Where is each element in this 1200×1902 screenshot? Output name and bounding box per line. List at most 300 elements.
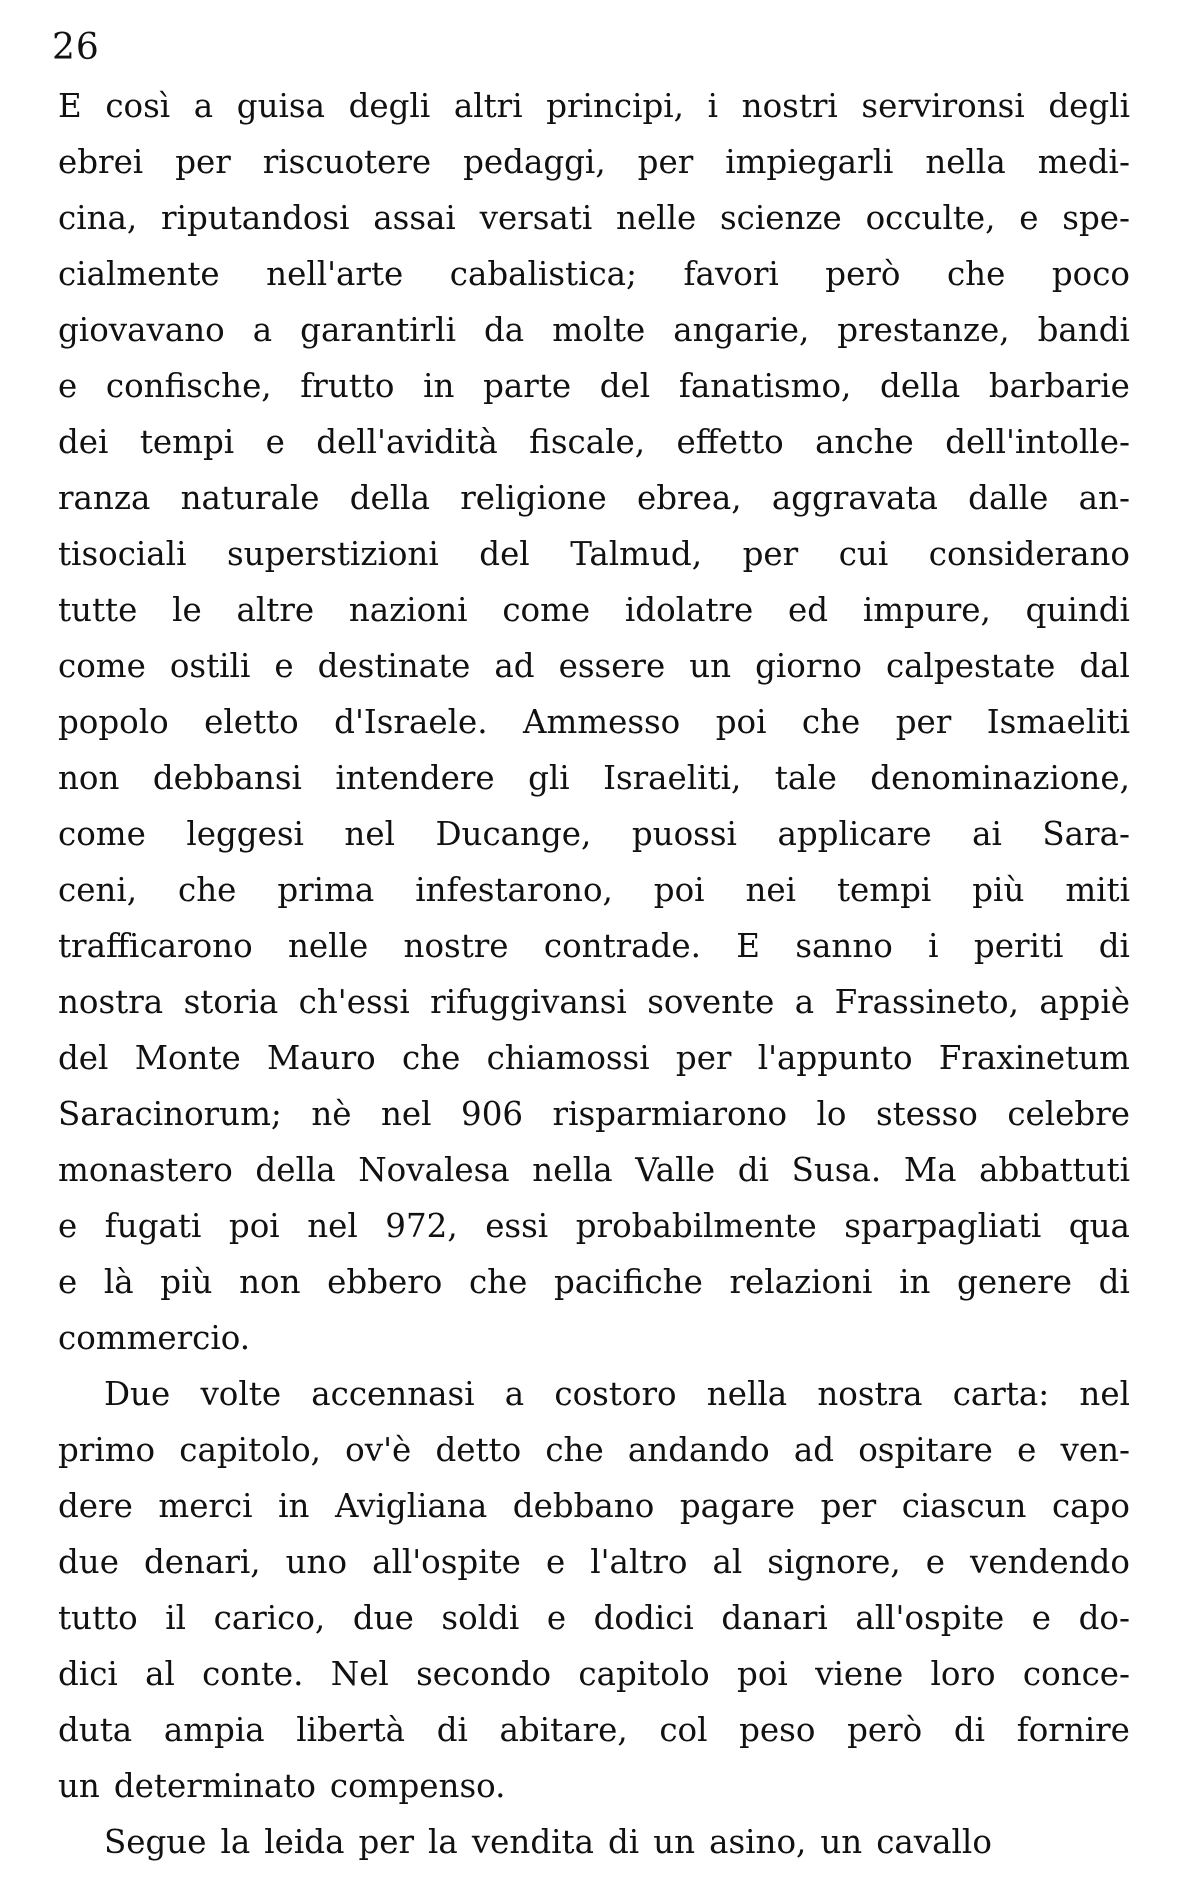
word: appiè bbox=[1039, 983, 1130, 1021]
word: popolo bbox=[58, 703, 169, 741]
word: scienze bbox=[719, 199, 842, 237]
word: che bbox=[468, 1263, 528, 1301]
text-line bbox=[58, 1590, 1130, 1646]
text-line bbox=[58, 1758, 1130, 1814]
word: nelle bbox=[287, 927, 369, 965]
word: Avigliana bbox=[335, 1487, 488, 1525]
word: riputandosi bbox=[161, 199, 350, 237]
word: ostili bbox=[169, 647, 251, 685]
word: per bbox=[675, 1039, 732, 1077]
word: aggravata bbox=[771, 479, 938, 517]
text-line bbox=[58, 134, 1130, 190]
word: detto bbox=[435, 1431, 522, 1469]
word: ranza bbox=[58, 479, 151, 517]
word: danari bbox=[721, 1599, 828, 1637]
word: effetto bbox=[676, 423, 784, 461]
text-line bbox=[58, 358, 1130, 414]
text-line bbox=[58, 638, 1130, 694]
word: leggesi bbox=[186, 815, 304, 853]
word: col bbox=[659, 1711, 708, 1749]
word: frutto bbox=[300, 367, 395, 405]
word: dere bbox=[58, 1487, 133, 1525]
word: commercio. bbox=[58, 1319, 251, 1357]
word: abitare, bbox=[499, 1711, 628, 1749]
word: al bbox=[145, 1655, 175, 1693]
word: cialmente bbox=[58, 255, 220, 293]
word: Nel bbox=[330, 1655, 389, 1693]
word: di bbox=[1098, 1263, 1130, 1301]
word: due bbox=[352, 1599, 414, 1637]
word: fanatismo, bbox=[678, 367, 852, 405]
word: come bbox=[58, 815, 146, 853]
word: periti bbox=[973, 927, 1064, 965]
word: sovente bbox=[647, 983, 775, 1021]
word: sanno bbox=[795, 927, 893, 965]
word: capitolo bbox=[578, 1655, 710, 1693]
text-line bbox=[58, 582, 1130, 638]
word: là bbox=[103, 1263, 134, 1301]
word: la bbox=[220, 1823, 251, 1861]
word: genere bbox=[957, 1263, 1073, 1301]
word: e bbox=[265, 423, 285, 461]
word: leida bbox=[264, 1823, 345, 1861]
word: debbansi bbox=[152, 759, 302, 797]
word: viene bbox=[815, 1655, 904, 1693]
word: destinate bbox=[317, 647, 471, 685]
word: dici bbox=[58, 1655, 118, 1693]
word: libertà bbox=[296, 1711, 406, 1749]
word: ebbero bbox=[327, 1263, 443, 1301]
word: superstizioni bbox=[227, 535, 439, 573]
word: tempi bbox=[837, 871, 932, 909]
word: soldi bbox=[441, 1599, 520, 1637]
word: spe- bbox=[1062, 199, 1130, 237]
word: Talmud, bbox=[570, 535, 703, 573]
word: il bbox=[165, 1599, 187, 1637]
word: essere bbox=[558, 647, 666, 685]
word: nè bbox=[311, 1095, 352, 1133]
word: di bbox=[1098, 927, 1130, 965]
word: che bbox=[801, 703, 861, 741]
word: e bbox=[274, 647, 294, 685]
word: nella bbox=[706, 1375, 788, 1413]
word: carta: bbox=[952, 1375, 1050, 1413]
text-line bbox=[58, 1478, 1130, 1534]
word: poco bbox=[1051, 255, 1130, 293]
word: capo bbox=[1051, 1487, 1130, 1525]
word: anche bbox=[815, 423, 914, 461]
word: che bbox=[545, 1431, 604, 1469]
word: volte bbox=[200, 1375, 282, 1413]
word: nel bbox=[344, 815, 395, 853]
text-line bbox=[58, 1030, 1130, 1086]
word: nostra bbox=[58, 983, 164, 1021]
word: prima bbox=[277, 871, 375, 909]
text-line bbox=[58, 1534, 1130, 1590]
word: andando bbox=[627, 1431, 770, 1469]
word: dei bbox=[58, 423, 109, 461]
word: Novalesa bbox=[358, 1151, 510, 1189]
text-line bbox=[58, 974, 1130, 1030]
text-line bbox=[58, 1254, 1130, 1310]
word: e bbox=[1017, 1431, 1037, 1469]
word: un bbox=[820, 1823, 863, 1861]
word: all'ospite bbox=[855, 1599, 1005, 1637]
word: altre bbox=[236, 591, 315, 629]
word: non bbox=[239, 1263, 301, 1301]
text-line bbox=[58, 694, 1130, 750]
word: Israeliti, bbox=[603, 759, 742, 797]
text-line bbox=[58, 1702, 1130, 1758]
word: nel bbox=[307, 1207, 358, 1245]
word: per bbox=[175, 143, 231, 181]
word: Due bbox=[104, 1375, 171, 1413]
word: dell'avidità bbox=[316, 423, 498, 461]
word: peso bbox=[739, 1711, 816, 1749]
word: in bbox=[278, 1487, 310, 1525]
word: nella bbox=[925, 143, 1006, 181]
word: quindi bbox=[1025, 591, 1130, 629]
word: 906 bbox=[461, 1095, 524, 1133]
word: tisociali bbox=[58, 535, 187, 573]
word: della bbox=[255, 1151, 336, 1189]
word: pacifiche bbox=[554, 1263, 703, 1301]
text-line bbox=[58, 806, 1130, 862]
word: e bbox=[58, 367, 78, 405]
word: e bbox=[58, 1263, 78, 1301]
word: cavallo bbox=[876, 1823, 992, 1861]
word: nazioni bbox=[348, 591, 468, 629]
word: impure, bbox=[862, 591, 991, 629]
word: an- bbox=[1078, 479, 1130, 517]
word: gli bbox=[528, 759, 570, 797]
word: nostra bbox=[817, 1375, 923, 1413]
word: Sara- bbox=[1042, 815, 1130, 853]
word: primo bbox=[58, 1431, 156, 1469]
word: poi bbox=[228, 1207, 280, 1245]
word: nella bbox=[532, 1151, 613, 1189]
word: tutto bbox=[58, 1599, 138, 1637]
word: tempi bbox=[139, 423, 235, 461]
word: a bbox=[193, 87, 214, 125]
text-line bbox=[58, 526, 1130, 582]
word: di bbox=[436, 1711, 468, 1749]
word: un bbox=[58, 1767, 100, 1805]
word: le bbox=[172, 591, 202, 629]
word: l'altro bbox=[590, 1543, 688, 1581]
paragraph bbox=[58, 78, 1130, 1366]
word: cina, bbox=[58, 199, 138, 237]
word: probabilmente bbox=[575, 1207, 817, 1245]
word: do- bbox=[1078, 1599, 1130, 1637]
word: ospitare bbox=[858, 1431, 993, 1469]
word: poi bbox=[737, 1655, 788, 1693]
word: infestarono, bbox=[415, 871, 613, 909]
word: riscuotere bbox=[262, 143, 432, 181]
word: Valle bbox=[635, 1151, 716, 1189]
word: e bbox=[546, 1599, 567, 1637]
word: considerano bbox=[928, 535, 1130, 573]
paragraph bbox=[58, 1366, 1130, 1814]
word: stesso bbox=[875, 1095, 978, 1133]
word: a bbox=[794, 983, 815, 1021]
word: non bbox=[58, 759, 120, 797]
word: angarie, bbox=[673, 311, 810, 349]
word: contrade. bbox=[543, 927, 701, 965]
word: del bbox=[58, 1039, 109, 1077]
word: miti bbox=[1065, 871, 1130, 909]
word: e bbox=[545, 1543, 566, 1581]
word: giovavano bbox=[58, 311, 225, 349]
word: e bbox=[1031, 1599, 1052, 1637]
word: duta bbox=[58, 1711, 133, 1749]
word: e bbox=[58, 1207, 78, 1245]
word: carico, bbox=[213, 1599, 326, 1637]
word: cui bbox=[838, 535, 889, 573]
word: ai bbox=[972, 815, 1002, 853]
word: calpestate bbox=[885, 647, 1056, 685]
word: relazioni bbox=[729, 1263, 873, 1301]
word: puossi bbox=[631, 815, 737, 853]
word: ven- bbox=[1060, 1431, 1130, 1469]
word: intendere bbox=[335, 759, 495, 797]
text-line bbox=[58, 414, 1130, 470]
word: che bbox=[401, 1039, 461, 1077]
word: nelle bbox=[616, 199, 697, 237]
word: garantirli bbox=[300, 311, 456, 349]
word: Frassineto, bbox=[834, 983, 1019, 1021]
word: la bbox=[428, 1823, 458, 1861]
word: conte. bbox=[202, 1655, 304, 1693]
word: 972, bbox=[385, 1207, 458, 1245]
word: d'Israele. bbox=[334, 703, 488, 741]
word: eletto bbox=[204, 703, 299, 741]
word: monastero bbox=[58, 1151, 233, 1189]
word: a bbox=[252, 311, 273, 349]
word: prestanze, bbox=[837, 311, 1010, 349]
word: secondo bbox=[416, 1655, 552, 1693]
word: Monte bbox=[134, 1039, 241, 1077]
word: come bbox=[502, 591, 591, 629]
word: un bbox=[689, 647, 732, 685]
word: determinato bbox=[113, 1767, 316, 1805]
word: chiamossi bbox=[486, 1039, 650, 1077]
word: al bbox=[712, 1543, 743, 1581]
word: così bbox=[105, 87, 171, 125]
word: che bbox=[946, 255, 1006, 293]
word: E bbox=[58, 87, 82, 125]
word: sparpagliati bbox=[844, 1207, 1042, 1245]
word: Segue bbox=[104, 1823, 207, 1861]
word: e bbox=[925, 1543, 945, 1581]
word: conce- bbox=[1022, 1655, 1130, 1693]
word: essi bbox=[485, 1207, 549, 1245]
word: nostri bbox=[741, 87, 838, 125]
word: storia bbox=[183, 983, 279, 1021]
text-line bbox=[58, 78, 1130, 134]
paragraph bbox=[58, 1814, 1130, 1870]
word: vendita bbox=[471, 1823, 594, 1861]
word: del bbox=[599, 367, 651, 405]
word: all'ospite bbox=[372, 1543, 521, 1581]
word: l'appunto bbox=[757, 1039, 913, 1077]
text-line bbox=[58, 470, 1130, 526]
word: in bbox=[423, 367, 455, 405]
word: lo bbox=[816, 1095, 847, 1133]
word: che bbox=[178, 871, 237, 909]
text-line bbox=[58, 1646, 1130, 1702]
word: abbattuti bbox=[979, 1151, 1130, 1189]
text-line bbox=[58, 246, 1130, 302]
word: altri bbox=[453, 87, 523, 125]
word: ciascun bbox=[901, 1487, 1027, 1525]
word: due bbox=[58, 1543, 119, 1581]
word: ov'è bbox=[345, 1431, 412, 1469]
word: cabalistica; bbox=[449, 255, 637, 293]
word: denominazione, bbox=[870, 759, 1130, 797]
text-line bbox=[58, 1142, 1130, 1198]
page-number: 26 bbox=[52, 27, 100, 68]
word: religione bbox=[460, 479, 607, 517]
word: nei bbox=[745, 871, 797, 909]
word: nel bbox=[381, 1095, 432, 1133]
text-line bbox=[58, 1366, 1130, 1422]
word: guisa bbox=[236, 87, 325, 125]
word: Susa. bbox=[791, 1151, 882, 1189]
word: occulte, bbox=[865, 199, 996, 237]
text-line bbox=[58, 1198, 1130, 1254]
word: Fraxinetum bbox=[938, 1039, 1130, 1077]
text-line bbox=[58, 1814, 1130, 1870]
word: di bbox=[737, 1151, 769, 1189]
text-line bbox=[58, 1310, 1130, 1366]
word: dalle bbox=[968, 479, 1049, 517]
word: giorno bbox=[755, 647, 862, 685]
word: Ammesso bbox=[522, 703, 681, 741]
word: degli bbox=[1048, 87, 1130, 125]
word: dal bbox=[1079, 647, 1130, 685]
word: poi bbox=[653, 871, 705, 909]
word: applicare bbox=[777, 815, 932, 853]
text-line bbox=[58, 1422, 1130, 1478]
word: denari, bbox=[144, 1543, 261, 1581]
word: celebre bbox=[1007, 1095, 1130, 1133]
word: ed bbox=[788, 591, 829, 629]
word: in bbox=[899, 1263, 931, 1301]
word: più bbox=[972, 871, 1025, 909]
word: pedaggi, bbox=[463, 143, 606, 181]
text-line bbox=[58, 302, 1130, 358]
word: però bbox=[825, 255, 901, 293]
word: debbano bbox=[512, 1487, 655, 1525]
word: parte bbox=[483, 367, 572, 405]
word: ad bbox=[494, 647, 535, 685]
body-text bbox=[58, 78, 1130, 1870]
word: molte bbox=[552, 311, 646, 349]
word: Mauro bbox=[267, 1039, 376, 1077]
word: ebrei bbox=[58, 143, 144, 181]
text-line bbox=[58, 190, 1130, 246]
word: principi, bbox=[546, 87, 685, 125]
word: merci bbox=[158, 1487, 253, 1525]
word: qua bbox=[1068, 1207, 1130, 1245]
word: ch'essi bbox=[298, 983, 410, 1021]
word: signore, bbox=[767, 1543, 901, 1581]
word: assai bbox=[373, 199, 456, 237]
word: Saracinorum; bbox=[58, 1095, 282, 1133]
word: per bbox=[637, 143, 694, 181]
word: costoro bbox=[554, 1375, 677, 1413]
word: nel bbox=[1079, 1375, 1130, 1413]
text-line bbox=[58, 862, 1130, 918]
word: loro bbox=[930, 1655, 996, 1693]
word: barbarie bbox=[988, 367, 1130, 405]
word: trafficarono bbox=[58, 927, 253, 965]
word: rifuggivansi bbox=[430, 983, 627, 1021]
word: medi- bbox=[1037, 143, 1130, 181]
word: pagare bbox=[679, 1487, 795, 1525]
word: di bbox=[607, 1823, 640, 1861]
word: per bbox=[742, 535, 799, 573]
word: un bbox=[653, 1823, 696, 1861]
word: i bbox=[928, 927, 939, 965]
word: Ma bbox=[903, 1151, 957, 1189]
word: di bbox=[953, 1711, 986, 1749]
word: fornire bbox=[1016, 1711, 1130, 1749]
word: degli bbox=[348, 87, 431, 125]
text-line bbox=[58, 750, 1130, 806]
word: ceni, bbox=[58, 871, 138, 909]
word: del bbox=[479, 535, 530, 573]
word: della bbox=[349, 479, 430, 517]
text-line bbox=[58, 918, 1130, 974]
word: tale bbox=[774, 759, 837, 797]
word: vendendo bbox=[970, 1543, 1130, 1581]
text-line bbox=[58, 1086, 1130, 1142]
word: fugati bbox=[104, 1207, 202, 1245]
word: a bbox=[504, 1375, 525, 1413]
word: poi bbox=[715, 703, 767, 741]
word: e bbox=[1019, 199, 1039, 237]
word: idolatre bbox=[624, 591, 754, 629]
word: per bbox=[895, 703, 952, 741]
word: Ismaeliti bbox=[986, 703, 1130, 741]
word: tutte bbox=[58, 591, 138, 629]
word: risparmiarono bbox=[552, 1095, 788, 1133]
word: dell'intolle- bbox=[945, 423, 1130, 461]
word: come bbox=[58, 647, 146, 685]
word: dodici bbox=[593, 1599, 694, 1637]
word: nostre bbox=[403, 927, 509, 965]
word: nell'arte bbox=[266, 255, 404, 293]
word: fiscale, bbox=[529, 423, 646, 461]
word: ampia bbox=[163, 1711, 265, 1749]
word: versati bbox=[479, 199, 593, 237]
word: naturale bbox=[180, 479, 320, 517]
word: ad bbox=[793, 1431, 835, 1469]
word: uno bbox=[285, 1543, 348, 1581]
word: però bbox=[847, 1711, 923, 1749]
word: impiegarli bbox=[725, 143, 894, 181]
word: asino, bbox=[709, 1823, 807, 1861]
word: E bbox=[736, 927, 760, 965]
word: per bbox=[820, 1487, 877, 1525]
word: servironsi bbox=[861, 87, 1025, 125]
word: bandi bbox=[1037, 311, 1130, 349]
word: compenso. bbox=[329, 1767, 506, 1805]
word: accennasi bbox=[311, 1375, 475, 1413]
word: ebrea, bbox=[637, 479, 742, 517]
